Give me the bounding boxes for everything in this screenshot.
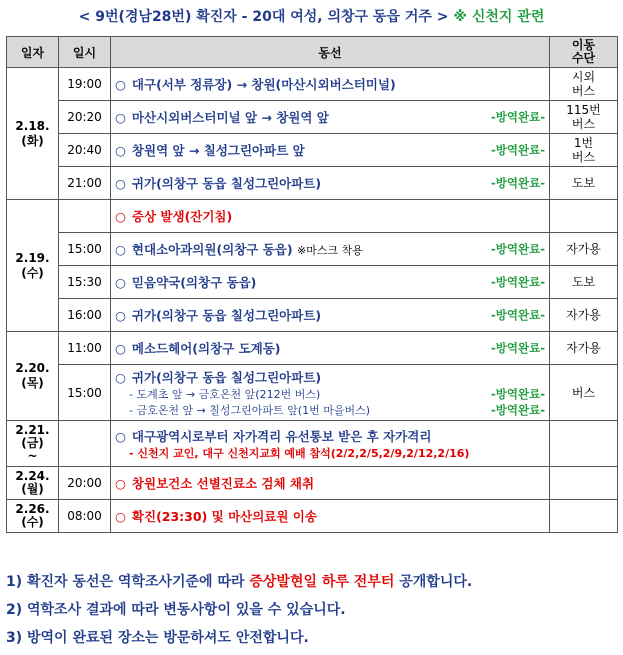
route-cell xyxy=(111,299,550,332)
route-cell xyxy=(111,167,550,200)
route-text: 귀가(의창구 동읍 칠성그린아파트) xyxy=(131,308,322,323)
footer-note-1-a: 1) 확진자 동선은 역학조사기준에 따라 xyxy=(6,574,250,590)
table-row xyxy=(7,200,618,233)
time-cell: 15:00 xyxy=(59,233,111,266)
route-cell xyxy=(111,101,550,134)
table-row xyxy=(7,101,618,134)
route-cell xyxy=(111,68,550,101)
date-cell: 2.18. (화) xyxy=(7,68,59,200)
title-tag: ※ 신천지 관련 xyxy=(453,9,545,25)
status-badge: -방역완료- xyxy=(491,110,545,124)
date-cell: 2.20. (목) xyxy=(7,332,59,421)
route-cell xyxy=(111,332,550,365)
mode-cell xyxy=(550,421,618,467)
footer-note-1-highlight: 증상발현일 하루 전부터 xyxy=(249,574,395,590)
date-cell: 2.26. (수) xyxy=(7,500,59,533)
route-text: 대구광역시로부터 자가격리 유선통보 받은 후 자가격리 xyxy=(131,428,432,444)
time-cell: 15:30 xyxy=(59,266,111,299)
route-text: 귀가(의창구 동읍 칠성그린아파트) xyxy=(131,176,322,191)
time-cell: 16:00 xyxy=(59,299,111,332)
route-cell xyxy=(111,200,550,233)
footer-note-3: 3) 방역이 완료된 장소는 방문하셔도 안전합니다. xyxy=(6,630,309,646)
circle-icon: ○ xyxy=(115,176,126,191)
table-row xyxy=(7,266,618,299)
mode-cell: 115번 버스 xyxy=(550,101,618,134)
time-cell xyxy=(59,200,111,233)
route-cell xyxy=(111,365,550,421)
circle-icon: ○ xyxy=(115,509,126,524)
route-subline: - 도계초 앞 → 금호온천 앞(212번 버스) xyxy=(129,387,321,401)
route-cell xyxy=(111,233,550,266)
footer-note-1 xyxy=(6,571,472,591)
status-badge: -방역완료- xyxy=(491,386,545,401)
mode-cell: 버스 xyxy=(550,365,618,421)
mode-cell: 1번 버스 xyxy=(550,134,618,167)
circle-icon: ○ xyxy=(115,242,126,257)
route-text: 믿음약국(의창구 동읍) xyxy=(131,275,257,290)
route-text: 창원역 앞 → 칠성그린아파트 앞 xyxy=(131,143,305,158)
table-row xyxy=(7,500,618,533)
route-table xyxy=(6,36,618,533)
status-badge: -방역완료- xyxy=(491,242,545,256)
time-cell: 20:20 xyxy=(59,101,111,134)
route-cell xyxy=(111,134,550,167)
circle-icon: ○ xyxy=(115,341,126,356)
header-route: 동선 xyxy=(111,37,550,68)
circle-icon: ○ xyxy=(115,110,126,125)
circle-icon: ○ xyxy=(115,476,126,491)
header-time: 일시 xyxy=(59,37,111,68)
header-date: 일자 xyxy=(7,37,59,68)
table-row xyxy=(7,167,618,200)
route-text: 대구(서부 정류장) → 창원(마산시외버스터미널) xyxy=(131,77,396,92)
route-text: 귀가(의창구 동읍 칠성그린아파트) xyxy=(131,369,322,385)
route-cell xyxy=(111,500,550,533)
table-row xyxy=(7,233,618,266)
time-cell: 08:00 xyxy=(59,500,111,533)
status-badge: -방역완료- xyxy=(491,341,545,355)
table-row xyxy=(7,421,618,467)
mode-cell xyxy=(550,200,618,233)
time-cell: 20:40 xyxy=(59,134,111,167)
circle-icon: ○ xyxy=(115,77,126,92)
route-text: 증상 발생(잔기침) xyxy=(131,209,233,224)
table-row xyxy=(7,365,618,421)
time-cell: 20:00 xyxy=(59,467,111,500)
date-cell: 2.19. (수) xyxy=(7,200,59,332)
route-text: 현대소아과의원(의창구 동읍) xyxy=(131,242,293,257)
table-row xyxy=(7,467,618,500)
circle-icon: ○ xyxy=(115,428,126,444)
route-text: 창원보건소 선별진료소 검체 채취 xyxy=(131,476,315,491)
route-text: 마산시외버스터미널 앞 → 창원역 앞 xyxy=(131,110,329,125)
time-cell: 21:00 xyxy=(59,167,111,200)
route-cell xyxy=(111,266,550,299)
circle-icon: ○ xyxy=(115,369,126,385)
mask-note: ※마스크 착용 xyxy=(296,244,363,257)
page-title xyxy=(0,6,623,26)
route-subline: - 금호온천 앞 → 칠성그린아파트 앞(1번 마을버스) xyxy=(129,403,371,417)
status-badge: -방역완료- xyxy=(491,143,545,157)
status-badge: -방역완료- xyxy=(491,176,545,190)
mode-cell: 자가용 xyxy=(550,332,618,365)
table-row xyxy=(7,68,618,101)
footer-note-2: 2) 역학조사 결과에 따라 변동사항이 있을 수 있습니다. xyxy=(6,602,346,618)
circle-icon: ○ xyxy=(115,143,126,158)
table-header-row xyxy=(7,37,618,68)
status-badge: -방역완료- xyxy=(491,308,545,322)
time-cell: 19:00 xyxy=(59,68,111,101)
table-row xyxy=(7,332,618,365)
route-subline: - 신천지 교인, 대구 신천지교회 예배 참석(2/2,2/5,2/9,2/12,2/16) xyxy=(129,446,470,460)
mode-cell: 도보 xyxy=(550,266,618,299)
time-cell: 15:00 xyxy=(59,365,111,421)
table-row xyxy=(7,134,618,167)
mode-cell: 시외 버스 xyxy=(550,68,618,101)
header-mode: 이동 수단 xyxy=(550,37,618,68)
route-text: 확진(23:30) 및 마산의료원 이송 xyxy=(131,509,317,524)
circle-icon: ○ xyxy=(115,308,126,323)
mode-cell: 자가용 xyxy=(550,299,618,332)
mode-cell xyxy=(550,500,618,533)
route-cell xyxy=(111,467,550,500)
date-cell: 2.24. (월) xyxy=(7,467,59,500)
mode-cell: 도보 xyxy=(550,167,618,200)
date-cell: 2.21. (금) ~ xyxy=(7,421,59,467)
table-row xyxy=(7,299,618,332)
circle-icon: ○ xyxy=(115,275,126,290)
route-cell xyxy=(111,421,550,467)
mode-cell xyxy=(550,467,618,500)
time-cell xyxy=(59,421,111,467)
status-badge: -방역완료- xyxy=(491,402,545,417)
circle-icon: ○ xyxy=(115,209,126,224)
title-main: < 9번(경남28번) 확진자 - 20대 여성, 의창구 동읍 거주 > xyxy=(78,9,449,25)
footer-note-1-c: 공개합니다. xyxy=(394,574,473,590)
time-cell: 11:00 xyxy=(59,332,111,365)
route-text: 메소드헤어(의창구 도계동) xyxy=(131,341,281,356)
status-badge: -방역완료- xyxy=(491,275,545,289)
mode-cell: 자가용 xyxy=(550,233,618,266)
